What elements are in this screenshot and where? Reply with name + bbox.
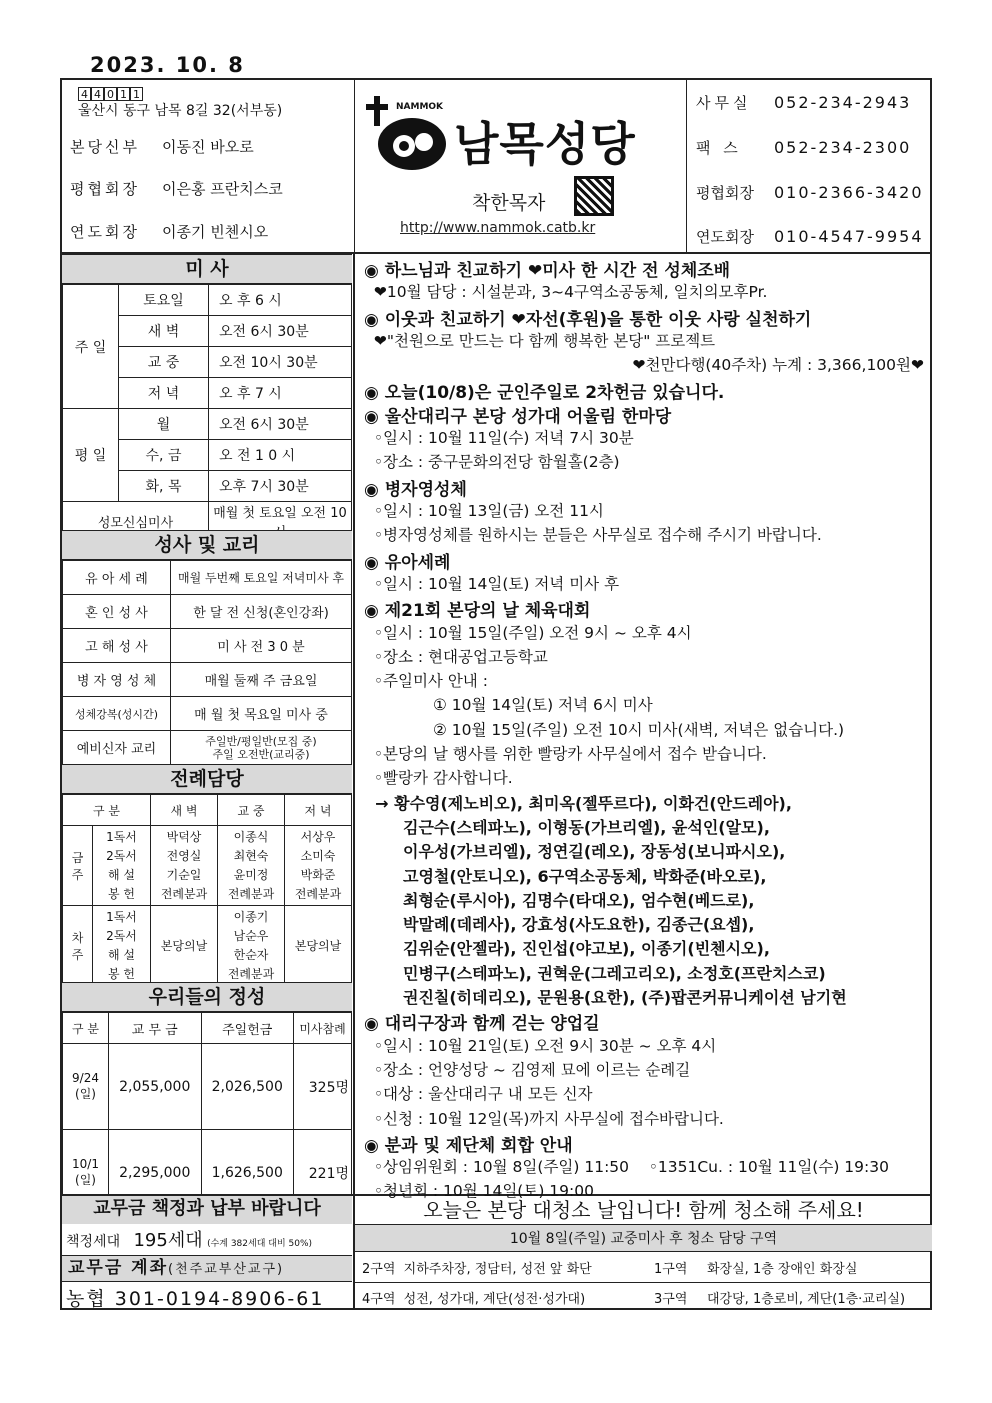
notice-line: 최형순(루시아), 김명수(타대오), 엄수현(베드로), — [364, 890, 755, 910]
notice-line: ◦일시 : 10월 15일(주일) 오전 9시 ~ 오후 4시 — [364, 623, 692, 642]
liturgy-table: 구 분 새 벽 교 중 저 녁 금 주 1독서 2독서 해 설 봉 헌 박덕상 전영실 기순일 전례분과 이종식 최현숙 윤미정 전례분과 서상우 소미숙 박화준 전례분과 차 주 1독서 2독서 해 설 봉 헌 본당의날 이종기 남순우 한순자 전례분과 본당의날 — [62, 794, 352, 986]
cleaning-title: 오늘은 본당 대청소 날입니다! 함께 청소해 주세요! — [423, 1198, 864, 1222]
notice-line: ◦장소 : 현대공업고등학교 — [364, 647, 548, 666]
notice-line: 고영철(안토니오), 6구역소공동체, 박화준(바오로), — [364, 866, 767, 886]
notice-line: 박말례(데레사), 강효성(사도요한), 김종근(요셉), — [364, 915, 755, 935]
liturgy-title: 전례담당 — [62, 764, 352, 794]
notice-heading: ◉ 오늘(10/8)은 군인주일로 2차헌금 있습니다. — [364, 382, 725, 403]
notice-heading: ◉ 병자영성체 — [364, 479, 467, 500]
notice-line: ❤10월 담당 : 시설분과, 3~4구역소공동체, 일치의모후Pr. — [364, 283, 768, 302]
zip-code: 4 4 0 1 1 — [78, 83, 143, 102]
notice-line: 김위순(안젤라), 진인섭(야고보), 이종기(빈첸시오), — [364, 939, 770, 959]
notice-line: ◦일시 : 10월 21일(토) 오전 9시 30분 ~ 오후 4시 — [364, 1036, 717, 1055]
notice-line: ❤천만다행(40주차) 누계 : 3,366,100원❤ — [632, 356, 924, 375]
notice-line: ◦일시 : 10월 14일(토) 저녁 미사 후 — [364, 574, 620, 593]
notice-line: ◦본당의 날 행사를 위한 빨랑카 사무실에서 접수 받습니다. — [364, 745, 767, 763]
notice-line: 권진칠(히데리오), 문원용(요한), (주)팝콘커뮤니케이션 남기현 — [364, 988, 847, 1007]
contacts — [688, 80, 932, 252]
notice-line: 이우성(가브리엘), 정연길(레오), 장동성(보니파시오), — [364, 842, 786, 862]
parish-logo-area — [356, 80, 686, 252]
office-phone: 사무실 052-234-2943 — [696, 93, 912, 112]
weekday-label: 평 일 — [63, 409, 119, 502]
notice-heading: ◉ 이웃과 친교하기 ❤자선(후원)을 통한 이웃 사랑 실천하기 — [364, 309, 812, 330]
cleaning-row-2: 4구역 성전, 성가대, 계단(성전·성가대) 3구역 대강당, 1층로비, 계단(1층·교리실) — [362, 1292, 906, 1307]
notice-line: ◦장소 : 중구문화의전당 함월홀(2층) — [364, 453, 620, 472]
offering-title: 우리들의 정성 — [62, 982, 352, 1012]
notice-line: ◦주일미사 안내 : — [364, 672, 488, 691]
bank-account: 농협 301-0194-8906-61 — [66, 1288, 325, 1310]
notice-line: ◦빨랑카 감사합니다. — [364, 769, 513, 788]
council-row: 평협회장 이은홍 프란치스코 — [70, 180, 283, 198]
cleaning-row-1: 2구역 지하주차장, 정담터, 성전 앞 화단 1구역 화장실, 1층 장애인 화장실 — [362, 1262, 858, 1277]
notice-line: ◦상임위원회 : 10월 8일(주일) 11:50 ◦1351Cu. : 10월 11일(수) 19:30 — [364, 1158, 889, 1177]
tithe-account-label: 교무금 계좌(천주교부산교구) — [62, 1255, 352, 1282]
notice-line: ❤"천원으로 만드는 다 함께 행복한 본당" 프로젝트 — [364, 331, 716, 350]
qr-code-icon[interactable] — [574, 176, 614, 216]
mass-table: 주 일 토요일 오 후 6 시 새 벽 오전 6시 30분 교 중 오전 10시 30분 저 녁 오 후 7 시 평 일 월 오전 6시 30분 수, 금 오 전 1 0 시 화, 목 오후 7시 30분 성모신심미사 매월 첫 토요일 오전 10 — [62, 284, 352, 541]
motto: 착한목자 — [472, 192, 546, 214]
pastor-row: 본당신부 이동진 바오로 — [70, 138, 254, 156]
notice-heading: ◉ 대리구장과 함께 걷는 양업길 — [364, 1014, 600, 1035]
notice-heading: ◉ 하느님과 친교하기 ❤미사 한 시간 전 성체조배 — [364, 261, 731, 281]
notice-line: ◦병자영성체를 원하시는 분들은 사무실로 접수해 주시기 바랍니다. — [364, 526, 822, 545]
parish-name: 남목성당 — [454, 117, 636, 171]
notice-line: ◦일시 : 10월 13일(금) 오전 11시 — [364, 502, 604, 520]
sunday-label: 주 일 — [63, 285, 119, 409]
website-link[interactable]: http://www.nammok.catb.kr — [400, 220, 596, 236]
notice-line: ◦장소 : 언양성당 ~ 김영제 묘에 이르는 순례길 — [364, 1060, 691, 1079]
address: 울산시 동구 남목 8길 32(서부동) — [78, 103, 283, 119]
bulletin-date: 2023. 10. 8 — [90, 53, 245, 77]
notice-line: ◦대상 : 울산대리구 내 모든 신자 — [364, 1085, 593, 1104]
sacraments-title: 성사 및 교리 — [62, 530, 352, 560]
offering-table: 구 분 교 무 금 주일헌금 미사참례 9/24 (일) 2,055,000 2,026,500 325명 10/1 (일) 2,295,000 1,626,500 221명 — [62, 1012, 352, 1216]
notice-heading: ◉ 유아세례 — [364, 552, 451, 573]
fax: 팩 스 052-234-2300 — [696, 138, 912, 157]
yeondo-phone: 연도회장 010-4547-9954 — [696, 227, 924, 246]
notice-line: 민병구(스테파노), 권혁운(그레고리오), 소정호(프란치스코) — [364, 963, 826, 983]
notice-line: ② 10월 15일(주일) 오전 10시 미사(새벽, 저녁은 없습니다.) — [364, 720, 845, 739]
header-info — [62, 80, 352, 252]
cleaning-sub: 10월 8일(주일) 교중미사 후 청소 담당 구역 — [355, 1224, 932, 1252]
notice-line: ◦신청 : 10월 12일(목)까지 사무실에 접수바랍니다. — [364, 1109, 724, 1128]
notice-line: ◦청년회 : 10월 14일(토) 19:00 — [364, 1182, 594, 1201]
tithe-households: 책정세대 195세대 (수계 382세대 대비 50%) — [66, 1230, 313, 1251]
notice-line: 김근수(스테파노), 이형동(가브리엘), 윤석인(알모), — [364, 817, 770, 837]
notice-line: ◦일시 : 10월 11일(수) 저녁 7시 30분 — [364, 429, 634, 448]
notice-heading: ◉ 제21회 본당의 날 체육대회 — [364, 601, 591, 622]
mass-title: 미 사 — [62, 254, 352, 284]
notice-heading: ◉ 분과 및 제단체 회합 안내 — [364, 1135, 573, 1156]
tithe-notice: 교무금 책정과 납부 바랍니다 — [62, 1196, 352, 1224]
notice-line: → 황수영(제노비오), 최미옥(젤뚜르다), 이화건(안드레아), — [364, 793, 792, 813]
logo-small-text: NAMMOK — [396, 102, 444, 112]
notice-line: ① 10월 14일(토) 저녁 6시 미사 — [364, 696, 653, 715]
yeondo-row: 연도회장 이종기 빈첸시오 — [70, 223, 269, 241]
sacraments-table: 유 아 세 례 매월 두번째 토요일 저녁미사 후 혼 인 성 사 한 달 전 신청(혼인강좌) 고 해 성 사 미 사 전 3 0 분 병 자 영 성 체 매월 둘째 주 금요일 성체강복(성시간) 매 월 첫 목요일 미사 중 예비신자 교리 주일반/평일반(모집 중) 주일 오전반(교리중) — [62, 560, 352, 765]
council-phone: 평협회장 010-2366-3420 — [696, 183, 924, 202]
notice-heading: ◉ 울산대리구 본당 성가대 어울림 한마당 — [364, 406, 672, 427]
